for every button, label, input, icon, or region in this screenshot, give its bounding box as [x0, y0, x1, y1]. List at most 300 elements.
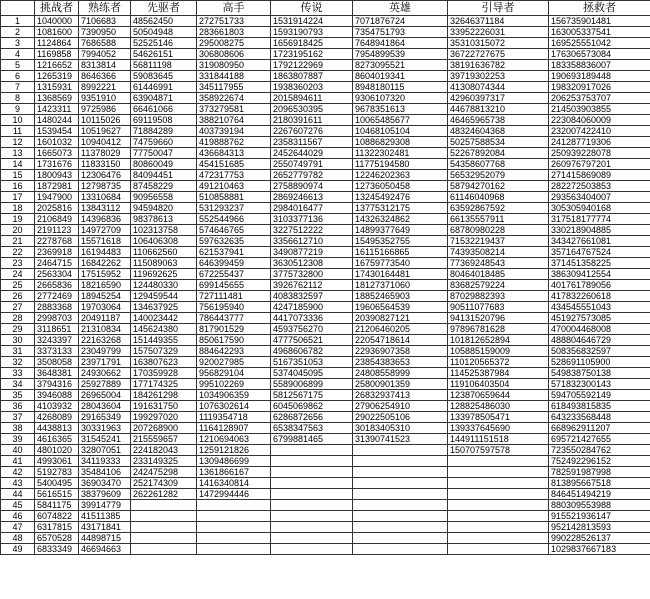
table-row: [1, 71, 650, 82]
table-cell: 3926762112: [271, 280, 353, 291]
table-cell: [353, 445, 448, 456]
table-cell: 59083645: [131, 71, 197, 82]
table-cell: 752492296152: [549, 456, 650, 467]
table-row: [1, 192, 650, 203]
row-index-cell: 38: [1, 423, 35, 434]
table-cell: 4777506521: [271, 335, 353, 346]
table-cell: 7686588: [79, 38, 131, 49]
table-cell: [197, 511, 271, 522]
table-cell: 373279581: [197, 104, 271, 115]
table-cell: 1601032: [35, 137, 79, 148]
table-cell: 488804646729: [549, 335, 650, 346]
table-cell: 846451494219: [549, 489, 650, 500]
table-row: [1, 533, 650, 544]
row-index-cell: 45: [1, 500, 35, 511]
table-cell: 30183405310: [353, 423, 448, 434]
table-cell: 19703064: [79, 302, 131, 313]
table-cell: 8992221: [79, 82, 131, 93]
table-cell: 23049799: [79, 346, 131, 357]
table-cell: 14326324862: [353, 214, 448, 225]
table-row: [1, 467, 650, 478]
table-cell: 1947900: [35, 192, 79, 203]
table-cell: 36722727675: [448, 49, 549, 60]
table-cell: 271415869089: [549, 170, 650, 181]
table-cell: [197, 500, 271, 511]
table-cell: 345117955: [197, 82, 271, 93]
table-cell: 436684313: [197, 148, 271, 159]
row-index-cell: 14: [1, 159, 35, 170]
row-index-cell: 6: [1, 71, 35, 82]
table-cell: 199297020: [131, 412, 197, 423]
table-cell: 699145655: [197, 280, 271, 291]
table-cell: 6074822: [35, 511, 79, 522]
table-cell: 1863807887: [271, 71, 353, 82]
table-cell: 417832260618: [549, 291, 650, 302]
table-cell: [353, 456, 448, 467]
table-cell: 510858881: [197, 192, 271, 203]
table-cell: 150707597578: [448, 445, 549, 456]
table-cell: 28043604: [79, 401, 131, 412]
table-cell: 7106683: [79, 16, 131, 27]
table-cell: 215559657: [131, 434, 197, 445]
table-cell: [271, 489, 353, 500]
table-cell: 2015894611: [271, 93, 353, 104]
table-cell: 33952226031: [448, 27, 549, 38]
row-index-cell: 27: [1, 302, 35, 313]
table-cell: 472317753: [197, 170, 271, 181]
table-cell: 176306573084: [549, 49, 650, 60]
table-row: [1, 269, 650, 280]
table-cell: 15571618: [79, 236, 131, 247]
table-cell: 317518177774: [549, 214, 650, 225]
table-cell: 119692625: [131, 269, 197, 280]
table-row: [1, 258, 650, 269]
table-cell: 1665073: [35, 148, 79, 159]
table-cell: 2106849: [35, 214, 79, 225]
table-cell: 232007422410: [549, 126, 650, 137]
table-cell: 282272503853: [549, 181, 650, 192]
table-row: [1, 93, 650, 104]
table-cell: 50257588534: [448, 137, 549, 148]
table-cell: 5589006899: [271, 379, 353, 390]
table-cell: 12798735: [79, 181, 131, 192]
table-cell: 13843112: [79, 203, 131, 214]
table-cell: [271, 533, 353, 544]
table-cell: 39914779: [79, 500, 131, 511]
table-cell: 1416340814: [197, 478, 271, 489]
table-cell: 786443777: [197, 313, 271, 324]
table-cell: 144911151518: [448, 434, 549, 445]
table-row: [1, 379, 650, 390]
table-cell: 386309412554: [549, 269, 650, 280]
table-cell: 36903470: [79, 478, 131, 489]
table-cell: 401761789056: [549, 280, 650, 291]
header-row: [1, 1, 650, 16]
table-cell: 4438813: [35, 423, 79, 434]
table-cell: 48562450: [131, 16, 197, 27]
table-cell: 6286872656: [271, 412, 353, 423]
table-cell: 2563304: [35, 269, 79, 280]
table-cell: 2025816: [35, 203, 79, 214]
table-cell: 3356612710: [271, 236, 353, 247]
table-cell: 668962911207: [549, 423, 650, 434]
table-cell: 618493815835: [549, 401, 650, 412]
table-cell: 1731676: [35, 159, 79, 170]
table-cell: 4801020: [35, 445, 79, 456]
table-cell: 24808558999: [353, 368, 448, 379]
table-row: [1, 27, 650, 38]
table-cell: 319080950: [197, 60, 271, 71]
table-cell: 3243397: [35, 335, 79, 346]
table-row: [1, 214, 650, 225]
table-cell: 52267892084: [448, 148, 549, 159]
table-cell: 1076302614: [197, 401, 271, 412]
table-cell: [448, 467, 549, 478]
table-cell: 156735901481: [549, 16, 650, 27]
table-row: [1, 511, 650, 522]
table-cell: 597632635: [197, 236, 271, 247]
row-index-cell: 40: [1, 445, 35, 456]
row-index-cell: 35: [1, 390, 35, 401]
row-index-cell: 49: [1, 544, 35, 555]
table-cell: 214503903855: [549, 104, 650, 115]
table-cell: 2369918: [35, 247, 79, 258]
row-index-cell: 47: [1, 522, 35, 533]
table-cell: 3946088: [35, 390, 79, 401]
table-cell: 306808606: [197, 49, 271, 60]
table-cell: 50504948: [131, 27, 197, 38]
table-cell: 169525551042: [549, 38, 650, 49]
table-cell: 283661803: [197, 27, 271, 38]
header-cell-skilled: 熟练者: [79, 1, 131, 16]
table-cell: 12246202363: [353, 170, 448, 181]
table-cell: 18852465903: [353, 291, 448, 302]
table-cell: 817901529: [197, 324, 271, 335]
table-row: [1, 401, 650, 412]
table-cell: 98378613: [131, 214, 197, 225]
table-cell: 4968606782: [271, 346, 353, 357]
table-cell: 24930662: [79, 368, 131, 379]
table-cell: 9351910: [79, 93, 131, 104]
table-cell: 4593756270: [271, 324, 353, 335]
table-cell: 672255437: [197, 269, 271, 280]
table-cell: [271, 445, 353, 456]
table-cell: 5167351053: [271, 357, 353, 368]
table-row: [1, 357, 650, 368]
table-cell: 2191123: [35, 225, 79, 236]
table-cell: 35310315072: [448, 38, 549, 49]
table-cell: 531293237: [197, 203, 271, 214]
table-cell: 3373133: [35, 346, 79, 357]
table-cell: 8604019341: [353, 71, 448, 82]
row-index-cell: 20: [1, 225, 35, 236]
row-index-cell: 13: [1, 148, 35, 159]
table-cell: 1081600: [35, 27, 79, 38]
table-cell: 11775194580: [353, 159, 448, 170]
table-cell: 1792122969: [271, 60, 353, 71]
table-cell: 295008275: [197, 38, 271, 49]
table-cell: 1593190793: [271, 27, 353, 38]
table-cell: 56532952079: [448, 170, 549, 181]
table-cell: [448, 511, 549, 522]
row-index-cell: 3: [1, 38, 35, 49]
table-cell: 242475298: [131, 467, 197, 478]
table-cell: 26965004: [79, 390, 131, 401]
table-cell: 250939228078: [549, 148, 650, 159]
table-cell: [271, 522, 353, 533]
table-cell: 15495352755: [353, 236, 448, 247]
row-index-cell: 48: [1, 533, 35, 544]
table-row: [1, 346, 650, 357]
table-cell: 10886829308: [353, 137, 448, 148]
table-cell: [448, 500, 549, 511]
row-index-cell: 22: [1, 247, 35, 258]
table-cell: 31545241: [79, 434, 131, 445]
row-index-cell: 46: [1, 511, 35, 522]
table-cell: 9678351613: [353, 104, 448, 115]
table-cell: 3103377136: [271, 214, 353, 225]
table-cell: 110120565372: [448, 357, 549, 368]
table-cell: [131, 533, 197, 544]
table-cell: 61146040968: [448, 192, 549, 203]
row-index-cell: 42: [1, 467, 35, 478]
table-cell: [271, 467, 353, 478]
table-cell: 241287719306: [549, 137, 650, 148]
table-cell: 25800901359: [353, 379, 448, 390]
row-index-cell: 12: [1, 137, 35, 148]
table-cell: 343427661081: [549, 236, 650, 247]
table-cell: 13310684: [79, 192, 131, 203]
row-index-cell: 26: [1, 291, 35, 302]
table-cell: 552544966: [197, 214, 271, 225]
row-index-cell: 17: [1, 192, 35, 203]
table-cell: [353, 533, 448, 544]
table-row: [1, 170, 650, 181]
table-cell: 434545551043: [549, 302, 650, 313]
table-row: [1, 60, 650, 71]
table-cell: 38191636782: [448, 60, 549, 71]
table-cell: 2452644029: [271, 148, 353, 159]
table-cell: 920027985: [197, 357, 271, 368]
table-cell: 1169858: [35, 49, 79, 60]
table-cell: 123870659644: [448, 390, 549, 401]
row-index-cell: 29: [1, 324, 35, 335]
table-cell: 756195940: [197, 302, 271, 313]
table-row: [1, 522, 650, 533]
table-cell: 2758890974: [271, 181, 353, 192]
table-cell: 105885159009: [448, 346, 549, 357]
table-cell: 7648941864: [353, 38, 448, 49]
table-row: [1, 291, 650, 302]
table-cell: 30331963: [79, 423, 131, 434]
table-cell: 1531914224: [271, 16, 353, 27]
row-index-cell: 39: [1, 434, 35, 445]
table-cell: 388210764: [197, 115, 271, 126]
table-cell: 1216652: [35, 60, 79, 71]
table-row: [1, 489, 650, 500]
table-cell: 129459544: [131, 291, 197, 302]
table-cell: 3118651: [35, 324, 79, 335]
table-cell: 41511385: [79, 511, 131, 522]
table-cell: 23971791: [79, 357, 131, 368]
table-cell: 1872981: [35, 181, 79, 192]
table-cell: 41308074344: [448, 82, 549, 93]
table-cell: 7994052: [79, 49, 131, 60]
table-cell: 454151685: [197, 159, 271, 170]
table-cell: 35484106: [79, 467, 131, 478]
table-row: [1, 137, 650, 148]
table-cell: 224182043: [131, 445, 197, 456]
table-cell: 207268900: [131, 423, 197, 434]
table-cell: 32807051: [79, 445, 131, 456]
table-row: [1, 544, 650, 555]
table-cell: 3227512222: [271, 225, 353, 236]
table-cell: [353, 500, 448, 511]
table-cell: 87458229: [131, 181, 197, 192]
table-cell: 56811198: [131, 60, 197, 71]
table-cell: 451927573085: [549, 313, 650, 324]
table-cell: 80464018485: [448, 269, 549, 280]
table-cell: 29165349: [79, 412, 131, 423]
table-cell: 8313814: [79, 60, 131, 71]
table-cell: 1164128907: [197, 423, 271, 434]
table-cell: 12736050458: [353, 181, 448, 192]
table-cell: 5400495: [35, 478, 79, 489]
row-index-cell: 25: [1, 280, 35, 291]
table-cell: [448, 478, 549, 489]
row-index-cell: 15: [1, 170, 35, 181]
table-cell: 83682579224: [448, 280, 549, 291]
table-cell: 4083832597: [271, 291, 353, 302]
table-cell: 163005337541: [549, 27, 650, 38]
table-row: [1, 126, 650, 137]
table-cell: 54626151: [131, 49, 197, 60]
table-cell: 18945254: [79, 291, 131, 302]
row-index-cell: 16: [1, 181, 35, 192]
table-cell: 58794270162: [448, 181, 549, 192]
table-cell: 66461066: [131, 104, 197, 115]
table-cell: 813895667518: [549, 478, 650, 489]
table-cell: 63904871: [131, 93, 197, 104]
table-cell: [131, 500, 197, 511]
table-cell: 621537941: [197, 247, 271, 258]
table-cell: 594705592149: [549, 390, 650, 401]
table-row: [1, 324, 650, 335]
table-row: [1, 302, 650, 313]
table-cell: 46465965738: [448, 115, 549, 126]
row-index-cell: 8: [1, 93, 35, 104]
table-cell: 2998703: [35, 313, 79, 324]
table-cell: 2984016477: [271, 203, 353, 214]
table-cell: 4103932: [35, 401, 79, 412]
table-cell: 71884289: [131, 126, 197, 137]
table-cell: 31390741523: [353, 434, 448, 445]
table-cell: 1368569: [35, 93, 79, 104]
row-index-cell: 1: [1, 16, 35, 27]
table-cell: [271, 478, 353, 489]
table-cell: [271, 544, 353, 555]
table-cell: 1723195162: [271, 49, 353, 60]
table-cell: 26832937413: [353, 390, 448, 401]
table-cell: 7354751793: [353, 27, 448, 38]
table-cell: 1656918425: [271, 38, 353, 49]
table-cell: 43171841: [79, 522, 131, 533]
table-cell: 2180391611: [271, 115, 353, 126]
table-row: [1, 159, 650, 170]
row-index-cell: 4: [1, 49, 35, 60]
table-cell: 87029882393: [448, 291, 549, 302]
table-cell: [197, 544, 271, 555]
table-cell: 13775312175: [353, 203, 448, 214]
row-index-cell: 19: [1, 214, 35, 225]
table-cell: 157507329: [131, 346, 197, 357]
table-cell: 252174309: [131, 478, 197, 489]
table-cell: 90956558: [131, 192, 197, 203]
table-cell: 8948180115: [353, 82, 448, 93]
row-index-cell: 7: [1, 82, 35, 93]
table-cell: 11833150: [79, 159, 131, 170]
table-cell: 61446991: [131, 82, 197, 93]
table-row: [1, 181, 650, 192]
table-cell: 6538347563: [271, 423, 353, 434]
table-row: [1, 434, 650, 445]
table-cell: [353, 467, 448, 478]
table-cell: 14899377649: [353, 225, 448, 236]
table-cell: 6570528: [35, 533, 79, 544]
table-cell: 17515952: [79, 269, 131, 280]
row-index-cell: 10: [1, 115, 35, 126]
table-cell: 10065485677: [353, 115, 448, 126]
table-cell: 90511077683: [448, 302, 549, 313]
table-cell: 18216590: [79, 280, 131, 291]
header-cell-hero: 英雄: [353, 1, 448, 16]
table-cell: 14396836: [79, 214, 131, 225]
table-cell: 7071876724: [353, 16, 448, 27]
table-cell: 94594820: [131, 203, 197, 214]
table-cell: 77750047: [131, 148, 197, 159]
table-cell: [448, 544, 549, 555]
table-cell: [197, 533, 271, 544]
table-row: [1, 115, 650, 126]
table-cell: 11322302481: [353, 148, 448, 159]
row-index-cell: 32: [1, 357, 35, 368]
table-cell: [353, 489, 448, 500]
table-cell: 184261298: [131, 390, 197, 401]
table-row: [1, 236, 650, 247]
table-cell: 3794316: [35, 379, 79, 390]
table-cell: 13245492476: [353, 192, 448, 203]
table-cell: 46694663: [79, 544, 131, 555]
table-cell: 4417073336: [271, 313, 353, 324]
table-cell: 4993061: [35, 456, 79, 467]
table-cell: 151449355: [131, 335, 197, 346]
table-row: [1, 247, 650, 258]
table-cell: 6317815: [35, 522, 79, 533]
table-cell: 22936907358: [353, 346, 448, 357]
table-cell: 11378029: [79, 148, 131, 159]
table-cell: 3648381: [35, 368, 79, 379]
table-cell: 305305940168: [549, 203, 650, 214]
table-cell: 16759773540: [353, 258, 448, 269]
table-cell: 191631750: [131, 401, 197, 412]
table-cell: 357164767524: [549, 247, 650, 258]
table-cell: 4247185900: [271, 302, 353, 313]
table-cell: 114525387984: [448, 368, 549, 379]
table-cell: 10115026: [79, 115, 131, 126]
table-cell: 54358607768: [448, 159, 549, 170]
row-index-cell: 5: [1, 60, 35, 71]
row-index-cell: 43: [1, 478, 35, 489]
